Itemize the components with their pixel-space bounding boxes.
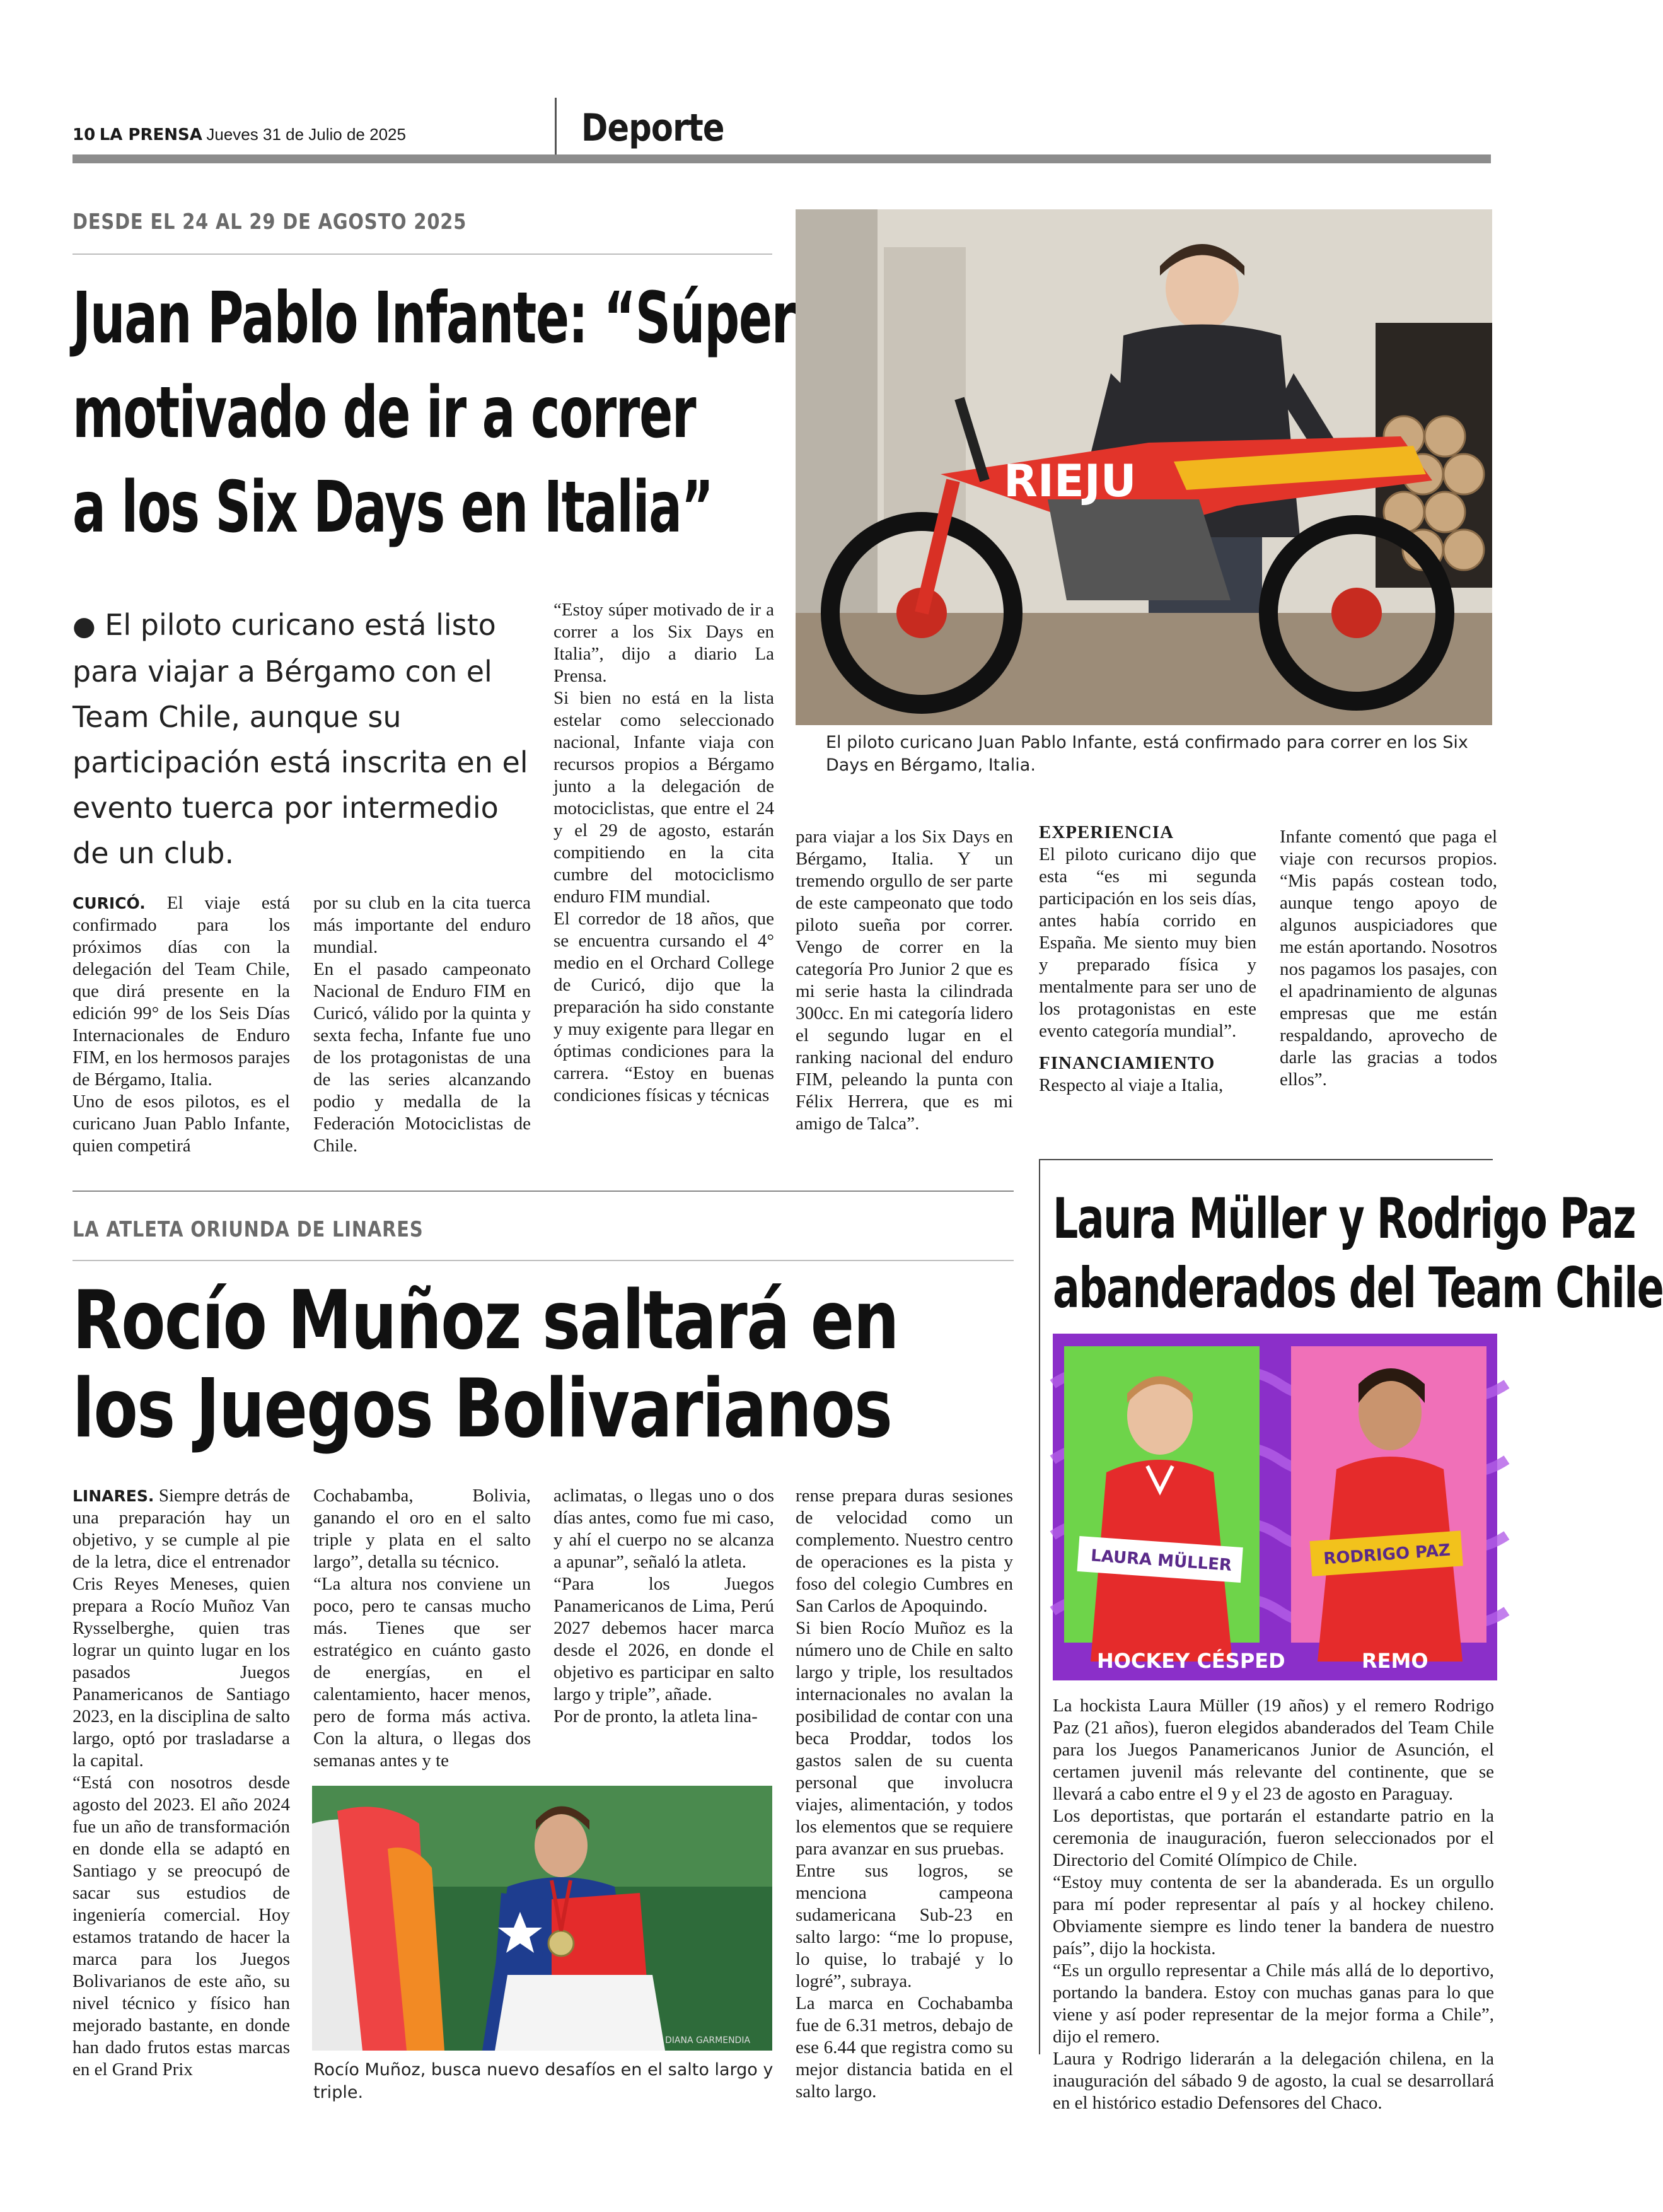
article1-column-4 [796,826,1013,1135]
graphic-sport-remo: REMO [1362,1649,1428,1673]
body-text: El piloto curicano dijo que esta “es mi segunda participación en los seis días, antes había corrido en España. Me siento muy bien y preparado física y mentalmente para ser uno de los protagonistas en este evento categoría mundial”. [1039,844,1256,1041]
article1-headline [72,271,795,555]
body-text: “Está con nosotros desde agosto del 2023. El año 2024 fue un año de transformación en donde ella se adaptó en Santiago y se preocupó de sacar sus estudios de ingeniería comercial. Hoy estamos tratando de hacer la marca para los Juegos Bolivarianos de este año, su nivel técnico y físico han mejorado bastante, en donde han dado frutos estas marcas en el Grand Prix [72,1773,290,2080]
article3-graphic [1053,1334,1497,1680]
body-text: Cochabamba, Bolivia, ganando el oro en el salto triple y plata en el salto largo”, detalla su técnico. [313,1486,531,1572]
article2-column-3 [553,1485,774,1728]
article2-photo-caption: Rocío Muñoz, busca nuevo desafíos en el salto largo y triple. [313,2060,774,2102]
article2-top-rule [72,1190,1014,1192]
body-text: El viaje está confirmado para los próximos días con la delegación del Team Chile, que dirá presente en la edición 99° de los Seis Días Internacionales de Enduro FIM, en los hermosos parajes de Bérgamo, Italia. [72,893,291,1090]
body-text: El corredor de 18 años, que se encuentra cursando el 4° medio en el Orchard College de Curicó, dijo que la preparación ha sido constante y muy exigente para llegar en óptimas condiciones para la carrera. “Estoy en buenas condiciones físicas y técnicas [553,909,774,1105]
body-text: “Es un orgullo representar a Chile más allá de lo deportivo, portando la bandera. Estoy con muchas ganas para lo que viene y así poder representar de la mejor forma a Chile”, dijo el remero. [1053,1960,1494,2047]
article2-kicker-rule [72,1260,1014,1261]
bullet-icon: ● [72,610,96,641]
article1-kicker-rule [72,253,772,255]
body-text: Respecto al viaje a Italia, [1039,1075,1224,1095]
headline-line: abanderados del Team Chile [1053,1255,1663,1320]
article1-photo [796,209,1492,725]
sidebar-left-rule [1039,1159,1040,2054]
body-text: “Para los Juegos Panamericanos de Lima, Perú 2027 debemos hacer marca desde el 2026, en donde el objetivo es participar en salto largo y triple”, añade. [553,1574,774,1704]
headline-line: motivado de ir a correr [72,372,696,454]
article1-column-5 [1039,822,1256,1097]
bike-brand-logo: RIEJU [1004,455,1137,507]
newspaper-name: LA PRENSA [99,125,202,144]
article1-column-6 [1280,826,1497,1091]
photo-credit: DIANA GARMENDIA [665,2035,751,2046]
lead-text: El piloto curicano está listo para viajar a Bérgamo con el Team Chile, aunque su participación está inscrita en el evento tuerca por intermedio de un club. [72,608,528,870]
athlete-with-flag-photo [312,1786,772,2051]
page-number: 10 [72,125,96,144]
body-text: En el pasado campeonato Nacional de Enduro FIM en Curicó, válido por la quinta y sexta fecha, Infante fue uno de los protagonistas de una de las series alcanzando podio y medalla de la Federación Motociclistas de Chile. [313,959,531,1156]
body-text: por su club en la cita tuerca más importante del enduro mundial. [313,893,531,957]
article3-body [1053,1695,1494,2114]
body-text: Entre sus logros, se menciona campeona sudamericana Sub-23 en salto largo: “me lo propuse, lo quise, lo trabajé y lo logré”, subraya. [796,1861,1013,1991]
article2-photo [312,1786,772,2051]
article1-column-2 [313,892,531,1157]
body-text: Uno de esos pilotos, es el curicano Juan Pablo Infante, quien competirá [72,1091,290,1156]
header-divider [555,98,557,156]
subhead-experiencia: EXPERIENCIA [1039,822,1174,842]
header-rule [72,154,1491,163]
body-text: Los deportistas, que portarán el estandarte patrio en la ceremonia de inauguración, fueron seleccionados por el Directorio del Comité Olímpico de Chile. [1053,1806,1494,1870]
body-text: Siempre detrás de una preparación hay un objetivo, y se cumple al pie de la letra, dice el entrenador Cris Reyes Meneses, quien prepara a Rocío Muñoz Van Rysselberghe, quien tras lograr un quinto lugar en los pasados Juegos Panamericanos de Santiago 2023, en la disciplina de salto largo, optó por trasladarse a la capital. [72,1486,290,1771]
body-text: aclimatas, o llegas uno o dos días antes, como fue mi caso, y ahí el cuerpo no se alcanza a apunar”, señaló la atleta. [553,1486,774,1572]
body-text: Si bien Rocío Muñoz es la número uno de Chile en salto largo y triple, los resultados internacionales no avalan la posibilidad de contar con una beca Proddar, todos los gastos salen de su cuenta personal que involucra viajes, alimentación, y todos los elementos que se requiere para avanzar en sus pruebas. [796,1618,1013,1859]
graphic-label-rodrigo: RODRIGO PAZ [1323,1540,1451,1569]
article2-column-4 [796,1485,1013,2103]
article3-headline [1053,1184,1663,1323]
article1-photo-caption: El piloto curicano Juan Pablo Infante, está confirmado para correr en los Six Days en Bérgamo, Italia. [826,733,1468,775]
sidebar-top-rule [1039,1159,1493,1160]
section-title: Deporte [581,106,724,150]
dateline: CURICÓ. [72,894,146,912]
body-text: “Estoy súper motivado de ir a correr a los Six Days en Italia”, dijo a diario La Prensa. [553,600,774,686]
headline-line: a los Six Days en Italia” [72,467,713,549]
article2-headline [72,1274,898,1456]
body-text: Laura y Rodrigo liderarán a la delegación chilena, en la inauguración del sábado 9 de agosto, la cual se desarrollará en el histórico estadio Defensores del Chaco. [1053,2049,1494,2113]
body-text: Por de pronto, la atleta lina- [553,1706,758,1726]
motocross-rider-photo [796,209,1492,725]
flag-bearers-graphic [1053,1334,1497,1680]
article2-column-2 [313,1485,531,1772]
issue-date: Jueves 31 de Julio de 2025 [206,125,406,144]
article2-column-1 [72,1485,290,2081]
article2-kicker: LA ATLETA ORIUNDA DE LINARES [72,1217,424,1242]
headline-line: Laura Müller y Rodrigo Paz [1053,1186,1636,1251]
body-text: La marca en Cochabamba fue de 6.31 metros, debajo de ese 6.44 que registra como su mejor distancia batida en el salto largo. [796,1993,1013,2102]
article1-column-1 [72,892,290,1157]
article1-kicker: DESDE EL 24 AL 29 DE AGOSTO 2025 [72,209,467,235]
body-text: Infante comentó que paga el viaje con recursos propios. “Mis papás costean todo, aunque tengo apoyo de algunos auspiciadores que me están aportando. Nosotros nos pagamos los pasajes, con el apadrinamiento de algunas empresas que me están respaldando, aprovecho de darle las gracias a todos ellos”. [1280,827,1497,1090]
headline-line: Rocío Muñoz saltará en [72,1274,898,1368]
body-text: Si bien no está en la lista estelar como seleccionado nacional, Infante viaja con recursos propios a Bérgamo junto a la delegación de motociclistas, que entre el 24 y el 29 de agosto, estarán compitiendo en la cita cumbre del motociclismo enduro FIM mundial. [553,688,774,907]
article1-column-3 [553,599,774,1107]
article1-lead [72,602,542,876]
body-text: para viajar a los Six Days en Bérgamo, Italia. Y un tremendo orgullo de ser parte de este campeonato que todo piloto sueña por correr. Vengo de correr en la categoría Pro Junior 2 que es mi serie hasta la cilindrada 300cc. En mi categoría lidero el segundo lugar en el ranking nacional del enduro FIM, peleando la punta con Félix Herrera, que es mi amigo de Talca”. [796,827,1013,1134]
body-text: “La altura nos conviene un poco, pero te cansas mucho más. Tienes que ser estratégico en cuánto gasto de energías, en el calentamiento, hacer menos, pero de forma más activa. Con la altura, o llegas dos semanas antes y te [313,1574,531,1771]
body-text: rense prepara duras sesiones de velocidad como un complemento. Nuestro centro de operaciones es la pista y foso del colegio Cumbres en San Carlos de Apoquindo. [796,1486,1013,1616]
headline-line: Juan Pablo Infante: “Súper [72,277,795,359]
dateline: LINARES. [72,1487,154,1505]
subhead-financiamiento: FINANCIAMIENTO [1039,1053,1215,1073]
body-text: La hockista Laura Müller (19 años) y el remero Rodrigo Paz (21 años), fueron elegidos abanderados del Team Chile para los Juegos Panamericanos Junior de Asunción, el certamen juvenil más relevante del continente, que se llevará a cabo entre el 9 y el 23 de agosto en Paraguay. [1053,1696,1494,1804]
graphic-sport-hockey: HOCKEY CÉSPED [1097,1649,1285,1673]
page-header [72,125,406,144]
headline-line: los Juegos Bolivarianos [72,1362,892,1456]
body-text: “Estoy muy contenta de ser la abanderada. Es un orgullo para mí poder representar al país y al hockey chileno. Obviamente siempre es lindo tener la bandera de nuestro país”, dijo la hockista. [1053,1872,1494,1959]
graphic-label-laura: LAURA MÜLLER [1090,1546,1232,1575]
